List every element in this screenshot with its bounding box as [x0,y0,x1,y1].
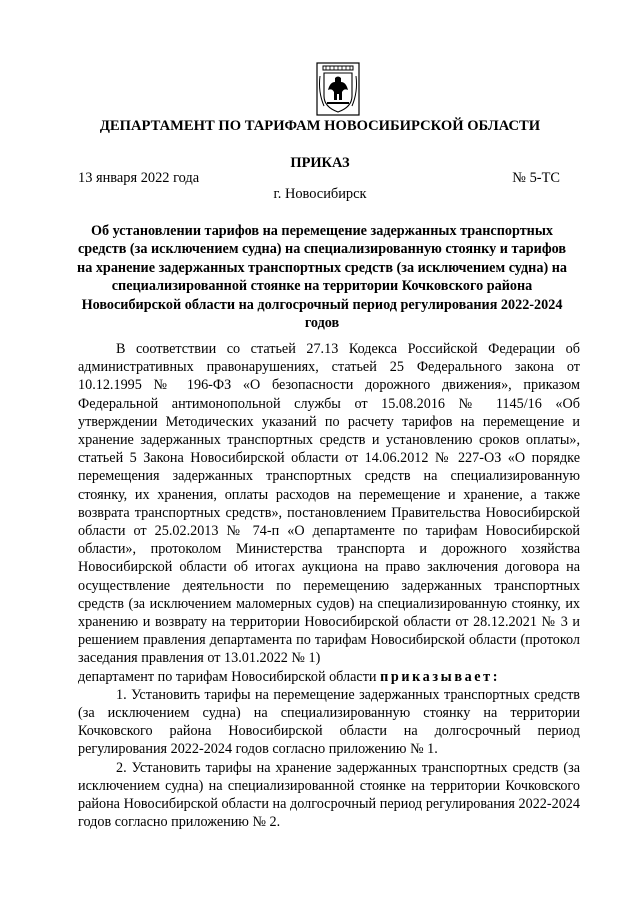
order-date: 13 января 2022 года [78,170,200,186]
order-body [78,340,580,831]
order-number: № 5-ТС [512,170,560,186]
decree-line [78,668,580,686]
item-1-paragraph: 1. Установить тарифы на перемещение задержанных транспортных средств (за исключением судна) на специализированную стоянку на территории Кочковского района Новосибирской области на долгосрочный период регулирования 2022-2024 годов согласно приложению № 1. [78,686,580,758]
decree-word: приказывает: [380,668,501,685]
decree-lead-text: департамент по тарифам Новосибирской области [78,668,381,685]
item-2-paragraph: 2. Установить тарифы на хранение задержанных транспортных средств (за исключением судна) на специализированной стоянке на территории Кочковского района Новосибирской области на долгосрочный период регулирования 2022-2024 годов согласно приложению № 2. [78,759,580,831]
order-city: г. Новосибирск [273,186,367,202]
order-subject: Об установлении тарифов на перемещение задержанных транспортных средств (за исключением судна) на специализированную стоянку и тарифов на хранение задержанных транспортных средств (за исключением судна) на специализированной стоянке на территории Кочковского района Новосибирской области на долгосрочный период регулирования 2022-2024 годов [77,223,567,332]
document-type-title: ПРИКАЗ [290,155,350,171]
coat-of-arms-emblem [316,62,360,116]
department-title: ДЕПАРТАМЕНТ ПО ТАРИФАМ НОВОСИБИРСКОЙ ОБЛАСТИ [99,118,541,134]
preamble-paragraph: В соответствии со статьей 27.13 Кодекса Российской Федерации об административных правонарушениях, статьей 25 Федерального закона от 10.12.1995 № 196-ФЗ «О безопасности дорожного движения», приказом Федеральной антимонопольной службы от 15.08.2016 № 1145/16 «Об утверждении Методических указаний по расчету тарифов на перемещение и хранение задержанных транспортных средств и установлению сроков оплаты», статьей 5 Закона Новосибирской области от 14.06.2012 № 227-ОЗ «О порядке перемещения задержанных транспортных средств на специализированную стоянку, их хранения, оплаты расходов на перемещение и хранение, а также возврата транспортных средств», постановлением Правительства Новосибирской области от 25.02.2013 № 74-п «О департаменте по тарифам Новосибирской области», протоколом Министерства транспорта и дорожного хозяйства Новосибирской области об итогах аукциона на право заключения договора на осуществление деятельности по перемещению задержанных транспортных средств (за исключением маломерных судов) на специализированную стоянку, их хранению и возврату на территории Новосибирской области от 28.12.2021 № 3 и решением правления департамента по тарифам Новосибирской области (протокол заседания правления от 13.01.2022 № 1) [78,341,580,667]
